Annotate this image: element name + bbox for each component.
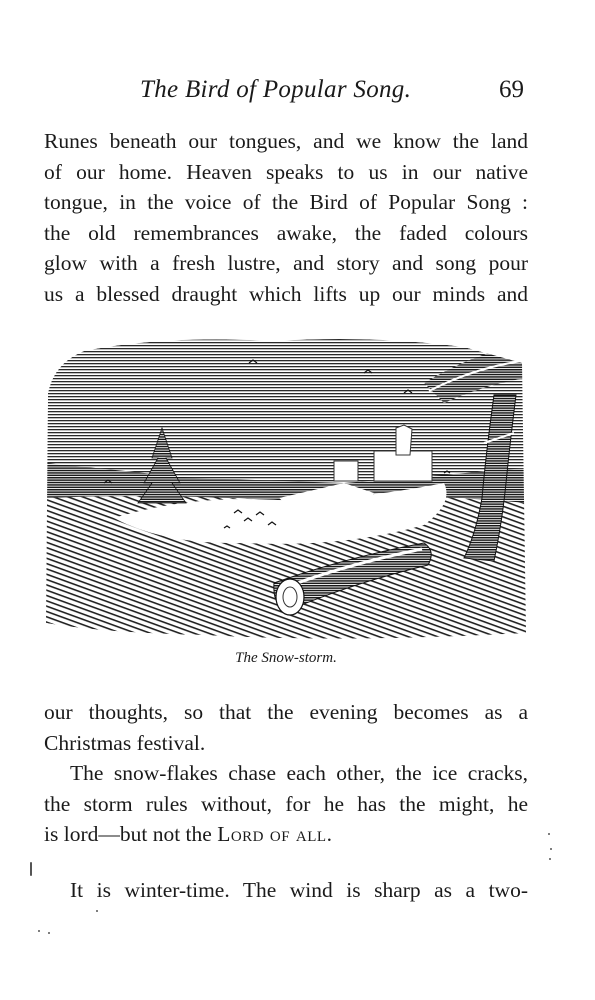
print-speck <box>548 833 550 835</box>
text-line <box>44 819 528 850</box>
text-fragment: . <box>326 822 332 846</box>
paragraph-1-continued <box>44 697 528 758</box>
text-line: of our home. Heaven speaks to us in our native <box>44 159 528 184</box>
text-fragment: is lord—but not the <box>44 822 218 846</box>
print-speck <box>30 862 32 876</box>
print-speck <box>96 910 98 912</box>
paragraph-3 <box>44 875 528 906</box>
text-line: The snow-flakes chase each other, the ice cracks, <box>70 761 528 785</box>
text-line: Christmas festival. <box>44 730 206 755</box>
print-speck <box>48 932 50 934</box>
small-caps-phrase: Lord of all <box>217 822 327 846</box>
snow-storm-engraving <box>44 333 528 643</box>
illustration-caption: The Snow-storm. <box>235 650 337 666</box>
running-title: The Bird of Popular Song. <box>140 76 412 103</box>
print-speck <box>550 848 552 850</box>
text-line: tongue, in the voice of the Bird of Popular Song : <box>44 190 528 214</box>
text-line: glow with a fresh lustre, and story and song pour <box>44 251 528 275</box>
text-line: our thoughts, so that the evening becomes as a <box>44 700 528 724</box>
text-line: the storm rules without, for he has the might, he <box>44 791 528 816</box>
text-line: It is winter-time. The wind is sharp as a two- <box>70 878 528 902</box>
text-line: us a blessed draught which lifts up our minds and <box>44 281 528 306</box>
paragraph-1 <box>44 126 528 309</box>
running-head <box>44 76 528 108</box>
text-line: Runes beneath our tongues, and we know the land <box>44 129 528 153</box>
page-number: 69 <box>499 76 524 103</box>
text-line: the old remembrances awake, the faded colours <box>44 220 528 245</box>
print-speck <box>549 858 551 860</box>
paragraph-2 <box>44 758 528 850</box>
print-speck <box>38 930 40 932</box>
